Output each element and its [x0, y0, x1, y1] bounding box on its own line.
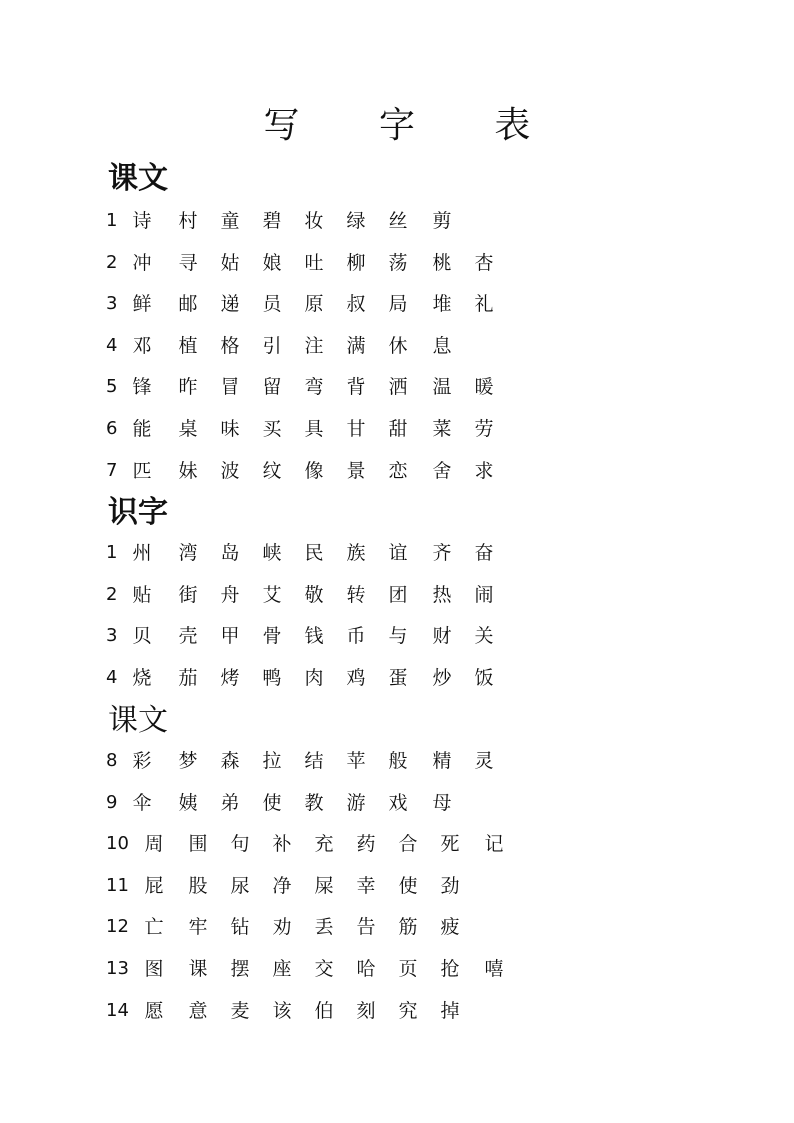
- character: 屎: [314, 875, 334, 897]
- character: 族: [346, 542, 366, 564]
- row-number: 11: [106, 875, 129, 896]
- row-number: 4: [106, 667, 118, 688]
- character: 使: [398, 875, 418, 897]
- character: 杏: [474, 252, 494, 274]
- character: 牢: [188, 916, 208, 938]
- character: 妆: [304, 210, 324, 232]
- character: 敬: [304, 584, 324, 606]
- character: 荡: [388, 252, 408, 274]
- character: 该: [272, 1000, 292, 1022]
- character: 钱: [304, 625, 324, 647]
- character: 童: [220, 210, 240, 232]
- character: 留: [262, 376, 282, 398]
- character: 劲: [440, 875, 460, 897]
- character: 匹: [132, 460, 152, 482]
- section-heading: 课文: [108, 703, 168, 738]
- character: 充: [314, 833, 334, 855]
- row-number: 2: [106, 584, 118, 605]
- character: 关: [474, 625, 494, 647]
- character: 奋: [474, 542, 494, 564]
- row-number: 13: [106, 958, 129, 979]
- character: 般: [388, 750, 408, 772]
- character: 死: [440, 833, 460, 855]
- character: 贴: [132, 584, 152, 606]
- character: 森: [220, 750, 240, 772]
- character: 原: [304, 293, 324, 315]
- character: 碧: [262, 210, 282, 232]
- character: 买: [262, 418, 282, 440]
- character: 诗: [132, 210, 152, 232]
- character: 满: [346, 335, 366, 357]
- character: 亡: [144, 916, 164, 938]
- character: 闹: [474, 584, 494, 606]
- character: 伯: [314, 1000, 334, 1022]
- character: 味: [220, 418, 240, 440]
- character: 民: [304, 542, 324, 564]
- character: 鸡: [346, 667, 366, 689]
- character: 波: [220, 460, 240, 482]
- row-number: 9: [106, 792, 118, 813]
- character: 员: [262, 293, 282, 315]
- section-heading: 识字: [108, 495, 168, 530]
- character: 姑: [220, 252, 240, 274]
- character: 格: [220, 335, 240, 357]
- character: 娘: [262, 252, 282, 274]
- character: 梦: [178, 750, 198, 772]
- character: 湾: [178, 542, 198, 564]
- character: 甲: [220, 625, 240, 647]
- row-number: 14: [106, 1000, 129, 1021]
- character: 游: [346, 792, 366, 814]
- row-number: 10: [106, 833, 129, 854]
- character: 求: [474, 460, 494, 482]
- character: 补: [272, 833, 292, 855]
- character: 菜: [432, 418, 452, 440]
- character: 药: [356, 833, 376, 855]
- character: 肉: [304, 667, 324, 689]
- row-number: 8: [106, 750, 118, 771]
- character: 骨: [262, 625, 282, 647]
- character: 课: [188, 958, 208, 980]
- character: 丢: [314, 916, 334, 938]
- character: 纹: [262, 460, 282, 482]
- character: 冒: [220, 376, 240, 398]
- character: 教: [304, 792, 324, 814]
- character: 递: [220, 293, 240, 315]
- character: 暖: [474, 376, 494, 398]
- character: 周: [144, 833, 164, 855]
- character: 钻: [230, 916, 250, 938]
- character: 愿: [144, 1000, 164, 1022]
- character: 苹: [346, 750, 366, 772]
- character: 堆: [432, 293, 452, 315]
- character: 桌: [178, 418, 198, 440]
- character: 蛋: [388, 667, 408, 689]
- character: 刻: [356, 1000, 376, 1022]
- character: 净: [272, 875, 292, 897]
- character: 寻: [178, 252, 198, 274]
- section-heading: 课文: [108, 161, 168, 196]
- character: 使: [262, 792, 282, 814]
- character: 舍: [432, 460, 452, 482]
- character: 热: [432, 584, 452, 606]
- character: 贝: [132, 625, 152, 647]
- character: 伞: [132, 792, 152, 814]
- row-number: 3: [106, 625, 118, 646]
- character: 街: [178, 584, 198, 606]
- character: 围: [188, 833, 208, 855]
- character: 丝: [388, 210, 408, 232]
- character: 股: [188, 875, 208, 897]
- character: 叔: [346, 293, 366, 315]
- character: 合: [398, 833, 418, 855]
- character: 茄: [178, 667, 198, 689]
- character: 谊: [388, 542, 408, 564]
- character: 桃: [432, 252, 452, 274]
- character: 具: [304, 418, 324, 440]
- row-number: 2: [106, 252, 118, 273]
- character: 温: [432, 376, 452, 398]
- character: 筋: [398, 916, 418, 938]
- character: 麦: [230, 1000, 250, 1022]
- character: 柳: [346, 252, 366, 274]
- character: 摆: [230, 958, 250, 980]
- character: 结: [304, 750, 324, 772]
- character: 意: [188, 1000, 208, 1022]
- character: 告: [356, 916, 376, 938]
- character: 尿: [230, 875, 250, 897]
- character: 弟: [220, 792, 240, 814]
- row-number: 1: [106, 210, 118, 231]
- character: 壳: [178, 625, 198, 647]
- row-number: 6: [106, 418, 118, 439]
- page-title: 写 字 表: [263, 105, 565, 146]
- character: 冲: [132, 252, 152, 274]
- character: 齐: [432, 542, 452, 564]
- character: 劝: [272, 916, 292, 938]
- character: 疲: [440, 916, 460, 938]
- character: 邓: [132, 335, 152, 357]
- character: 掉: [440, 1000, 460, 1022]
- character: 戏: [388, 792, 408, 814]
- character: 像: [304, 460, 324, 482]
- row-number: 7: [106, 460, 118, 481]
- character: 礼: [474, 293, 494, 315]
- character: 锋: [132, 376, 152, 398]
- character: 嘻: [484, 958, 504, 980]
- character: 团: [388, 584, 408, 606]
- character: 注: [304, 335, 324, 357]
- character: 昨: [178, 376, 198, 398]
- row-number: 4: [106, 335, 118, 356]
- character: 景: [346, 460, 366, 482]
- character: 屁: [144, 875, 164, 897]
- character: 烧: [132, 667, 152, 689]
- character: 转: [346, 584, 366, 606]
- character: 句: [230, 833, 250, 855]
- character: 座: [272, 958, 292, 980]
- character: 峡: [262, 542, 282, 564]
- character: 局: [388, 293, 408, 315]
- character: 哈: [356, 958, 376, 980]
- character: 财: [432, 625, 452, 647]
- character: 炒: [432, 667, 452, 689]
- character: 精: [432, 750, 452, 772]
- character: 与: [388, 625, 408, 647]
- character: 币: [346, 625, 366, 647]
- character: 图: [144, 958, 164, 980]
- row-number: 3: [106, 293, 118, 314]
- character: 母: [432, 792, 452, 814]
- character: 鲜: [132, 293, 152, 315]
- character: 吐: [304, 252, 324, 274]
- character: 彩: [132, 750, 152, 772]
- character: 弯: [304, 376, 324, 398]
- character: 艾: [262, 584, 282, 606]
- character: 姨: [178, 792, 198, 814]
- character: 邮: [178, 293, 198, 315]
- character: 甜: [388, 418, 408, 440]
- character: 洒: [388, 376, 408, 398]
- character: 能: [132, 418, 152, 440]
- character: 拉: [262, 750, 282, 772]
- character: 究: [398, 1000, 418, 1022]
- character: 劳: [474, 418, 494, 440]
- character: 鸭: [262, 667, 282, 689]
- character: 背: [346, 376, 366, 398]
- character: 引: [262, 335, 282, 357]
- character: 灵: [474, 750, 494, 772]
- character: 岛: [220, 542, 240, 564]
- character: 抢: [440, 958, 460, 980]
- row-number: 5: [106, 376, 118, 397]
- character: 州: [132, 542, 152, 564]
- character: 息: [432, 335, 452, 357]
- character: 幸: [356, 875, 376, 897]
- character: 剪: [432, 210, 452, 232]
- character: 交: [314, 958, 334, 980]
- character: 恋: [388, 460, 408, 482]
- character: 饭: [474, 667, 494, 689]
- character: 植: [178, 335, 198, 357]
- character: 妹: [178, 460, 198, 482]
- row-number: 1: [106, 542, 118, 563]
- character: 烤: [220, 667, 240, 689]
- character: 记: [484, 833, 504, 855]
- character: 绿: [346, 210, 366, 232]
- character: 舟: [220, 584, 240, 606]
- character: 村: [178, 210, 198, 232]
- character: 休: [388, 335, 408, 357]
- character: 页: [398, 958, 418, 980]
- character: 甘: [346, 418, 366, 440]
- row-number: 12: [106, 916, 129, 937]
